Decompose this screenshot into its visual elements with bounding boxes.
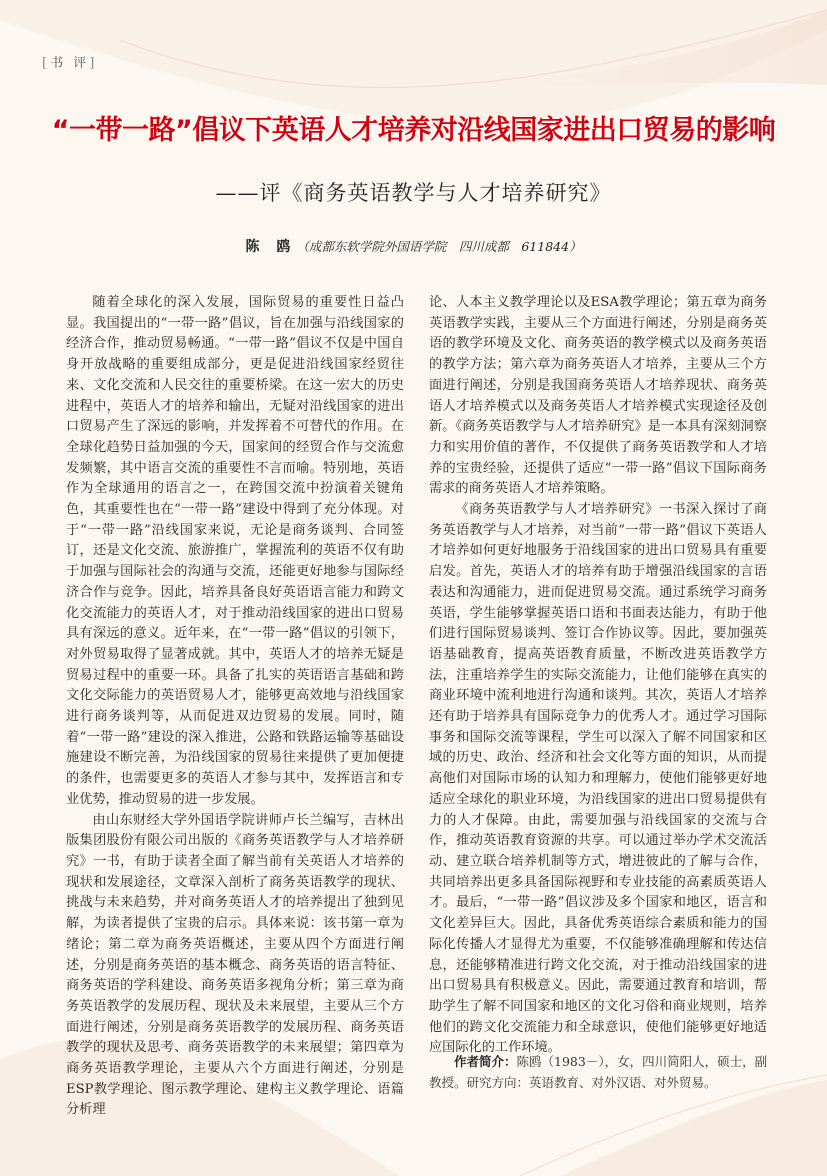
author-bio-label: 作者简介： [454,1054,517,1069]
body-right-column [429,293,767,1059]
section-tag: [书 评] [42,56,98,71]
paragraph: 《商务英语教学与人才培养研究》一书深入探讨了商务英语教学与人才培养，对当前“一带一路”倡议下英语人才培养如何更好地服务于沿线国家的进出口贸易具有重要启发。首先，英语人才的培养有助于增强沿线国家的言语表达和沟通能力，进而促进贸易交流。通过系统学习商务英语，学生能够掌握英语口语和书面表达能力，有助于他们进行国际贸易谈判、签订合作协议等。因此，要加强英语基础教育，提高英语教育质量，不断改进英语教学方法，注重培养学生的实际交流能力，让他们能够在真实的商业环境中流利地进行沟通和谈判。其次，英语人才培养还有助于培养具有国际竞争力的优秀人才。通过学习国际事务和国际交流等课程，学生可以深入了解不同国家和区域的历史、政治、经济和社会文化等方面的知识，从而提高他们对国际市场的认知力和理解力，使他们能够更好地适应全球化的职业环境，为沿线国家的进出口贸易提供有力的人才保障。由此，需要加强与沿线国家的交流与合作，推动英语教育资源的共享。可以通过举办学术交流活动、建立联合培养机制等方式，增进彼此的了解与合作，共同培养出更多具备国际视野和专业技能的高素质英语人才。最后，“一带一路”倡议涉及多个国家和地区，语言和文化差异巨大。因此，具备优秀英语综合素质和能力的国际化传播人才显得尤为重要，不仅能够准确理解和传达信息，还能够精准进行跨文化交流，对于推动沿线国家的进出口贸易具有积极意义。因此，需要通过教育和培训，帮助学生了解不同国家和地区的文化习俗和商业规则，培养他们的跨文化交流能力和全球意识，使他们能够更好地适应国际化的工作环境。 [429,502,767,1056]
author-bio [429,1051,769,1093]
author-affiliation: （成都东软学院外国语学院 四川成都 611844） [296,239,582,254]
article-title: “一带一路”倡议下英语人才培养对沿线国家进出口贸易的影响 [51,115,776,146]
paragraph: 随着全球化的深入发展，国际贸易的重要性日益凸显。我国提出的“一带一路”倡议，旨在加强与沿线国家的经济合作，推动贸易畅通。“一带一路”倡议不仅是中国自身开放战略的重要组成部分，更是促进沿线国家经贸往来、文化交流和人民交往的重要桥梁。在这一宏大的历史进程中，英语人才的培养和输出，无疑对沿线国家的进出口贸易产生了深远的影响，并发挥着不可替代的作用。在全球化趋势日益加强的今天，国家间的经贸合作与交流愈发频繁，其中语言交流的重要性不言而喻。特别地，英语作为全球通用的语言之一，在跨国交流中扮演着关键角色，其重要性也在“一带一路”建设中得到了充分体现。对于“一带一路”沿线国家来说，无论是商务谈判、合同签订，还是文化交流、旅游推广，掌握流利的英语不仅有助于加强与国际社会的沟通与交流，还能更好地参与国际经济合作与竞争。因此，培养具备良好英语语言能力和跨文化交流能力的英语人才，对于推动沿线国家的进出口贸易具有深远的意义。近年来，在“一带一路”倡议的引领下，对外贸易取得了显著成就。其中，英语人才的培养无疑是贸易过程中的重要一环。具备了扎实的英语语言基础和跨文化交际能力的英语贸易人才，能够更高效地与沿线国家进行商务谈判等，从而促进双边贸易的发展。同时，随着“一带一路”建设的深入推进，公路和铁路运输等基础设施建设不断完善，为沿线国家的贸易往来提供了更加便捷的条件，也需要更多的英语人才参与其中，发挥语言和专业优势，推动贸易的进一步发展。 [66,295,404,807]
body-left-column [66,293,404,1121]
section-tag-label: 书 评 [50,56,90,71]
author-name: 陈 鸥 [245,239,297,255]
paragraph-continuation: 论、人本主义教学理论以及ESA教学理论；第五章为商务英语教学实践，主要从三个方面进行阐述，分别是商务英语的教学环境及文化、商务英语的教学模式以及商务英语的教学方法；第六章为商务英语人才培养，主要从三个方面进行阐述，分别是我国商务英语人才培养现状、商务英语人才培养模式以及商务英语人才培养模式实现途径及创新。《商务英语教学与人才培养研究》是一本具有深刻洞察力和实用价值的著作，不仅提供了商务英语教学和人才培养的宝贵经验，还提供了适应“一带一路”倡议下国际商务需求的商务英语人才培养策略。 [429,295,767,497]
paragraph: 由山东财经大学外国语学院讲师卢长兰编写，吉林出版集团股份有限公司出版的《商务英语教学与人才培养研究》一书，有助于读者全面了解当前有关英语人才培养的现状和发展途径，文章深入剖析了商务英语教学的现状、挑战与未来趋势，并对商务英语人才的培养提出了独到见解，为读者提供了宝贵的启示。具体来说：该书第一章为绪论；第二章为商务英语概述，主要从四个方面进行阐述，分别是商务英语的基本概念、商务英语的语言特征、商务英语的学科建设、商务英语多视角分析；第三章为商务英语教学的发展历程、现状及未来展望，主要从三个方面进行阐述，分别是商务英语教学的发展历程、商务英语教学的现状及思考、商务英语教学的未来展望；第四章为商务英语教学理论，主要从六个方面进行阐述，分别是ESP教学理论、图示教学理论、建构主义教学理论、语篇分析理 [66,812,404,1118]
article-subtitle: ——评《商务英语教学与人才培养研究》 [215,181,612,205]
author-bio-text: 陈鸥（1983－），女，四川简阳人，硕士，副教授。研究方向：英语教育、对外汉语、对外贸易。 [429,1054,768,1090]
author-line [0,236,827,256]
